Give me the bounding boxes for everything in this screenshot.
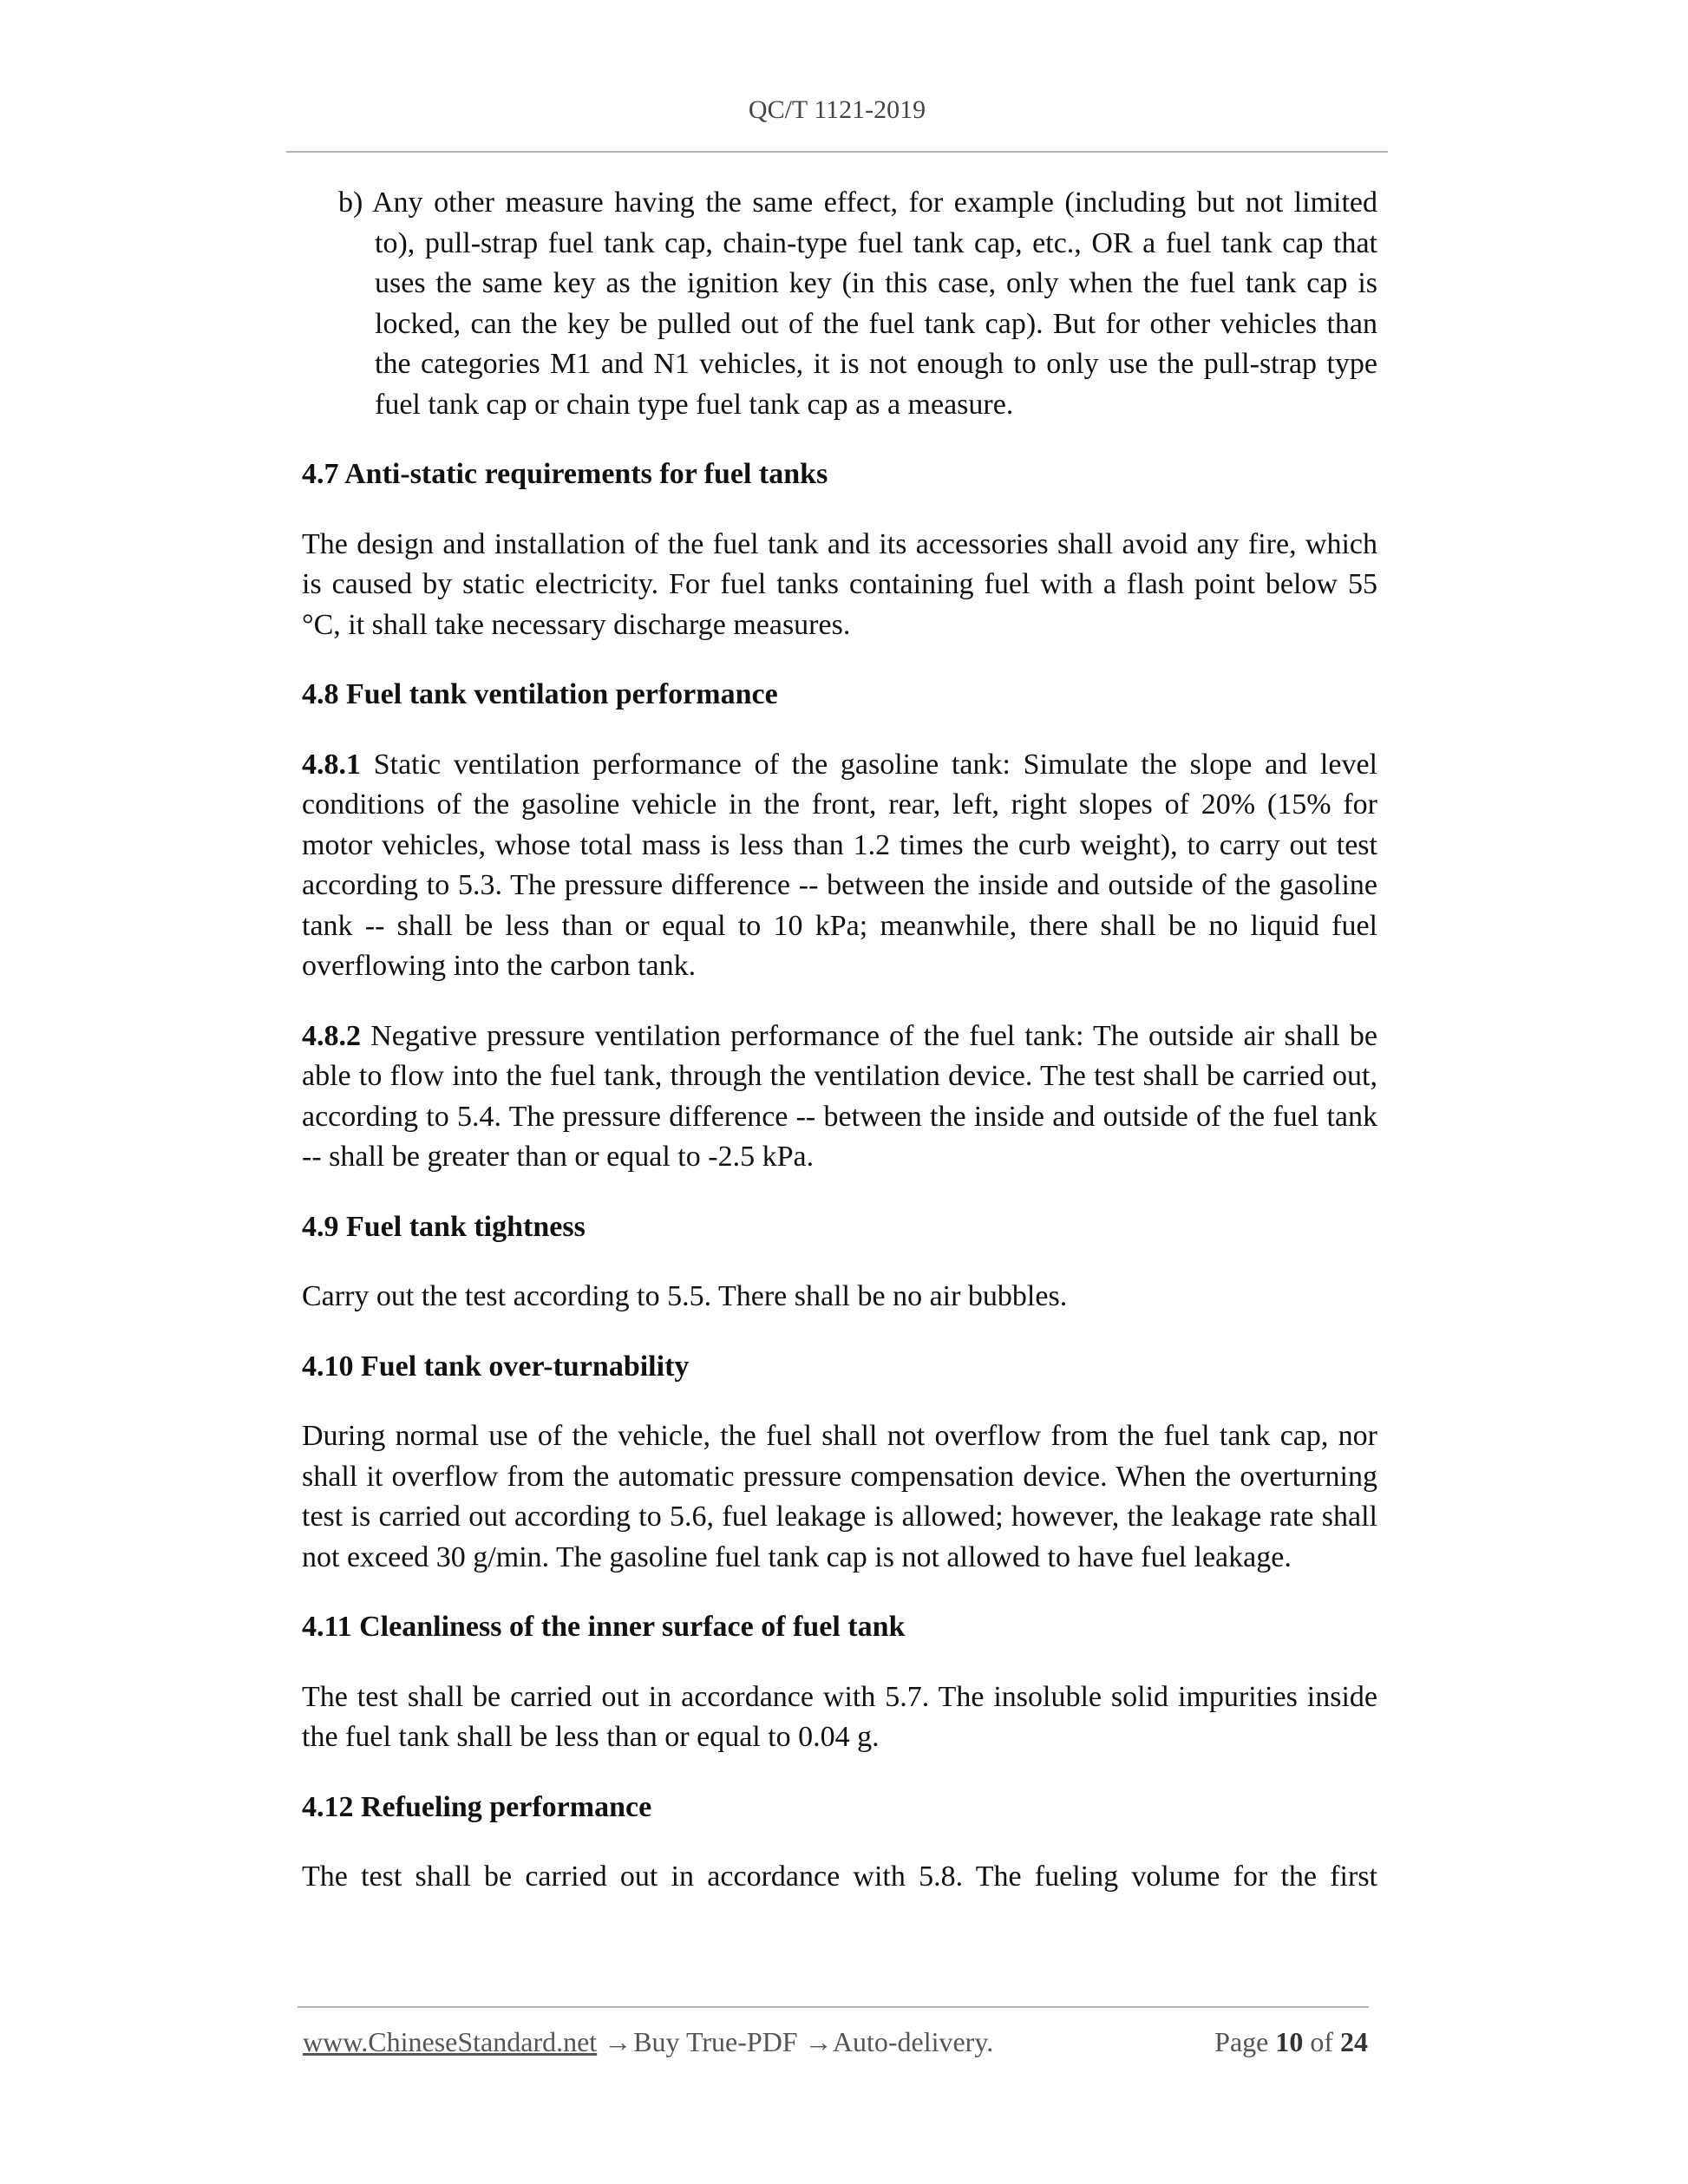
section-paragraph-4-10: During normal use of the vehicle, the fuel shall not overflow from the fuel tank cap, nor shall it overflow from the automatic pressure compensation device. When the overturning test is carried out according to 5.6, fuel leakage is allowed; however, the leakage rate shall not exceed 30 g/min. The gasoline fuel tank cap is not allowed to have fuel leakage. xyxy=(302,1420,1377,1573)
page-label: Page xyxy=(1214,2026,1269,2057)
arrow-right-icon: → xyxy=(804,2026,833,2057)
footer-left xyxy=(303,2026,993,2058)
clause-number-4-8-2: 4.8.2 xyxy=(302,1019,361,1052)
document-body xyxy=(302,183,1377,1898)
site-link[interactable]: www.ChineseStandard.net xyxy=(303,2026,598,2057)
clause-text-4-8-1: Static ventilation performance of the gasoline tank: Simulate the slope and level conditions of the gasoline vehicle in the front, rear, left, right slopes of 20% (15% for motor vehicles, whose total mass is less than 1.2 times the curb weight), to carry out test according to 5.3. The pressure difference -- between the inside and outside of the gasoline tank -- shall be less than or equal to 10 kPa; meanwhile, there shall be no liquid fuel overflowing into the carbon tank. xyxy=(302,748,1377,982)
section-heading-4-12: 4.12 Refueling performance xyxy=(302,1790,652,1823)
section-heading-4-7: 4.7 Anti-static requirements for fuel tanks xyxy=(302,458,828,490)
section-heading-4-8: 4.8 Fuel tank ventilation performance xyxy=(302,678,778,710)
section-paragraph-4-8-2 xyxy=(302,1017,1377,1178)
section-heading-4-10: 4.10 Fuel tank over-turnability xyxy=(302,1350,690,1383)
footer-divider xyxy=(298,2006,1369,2008)
header-divider xyxy=(286,151,1388,153)
total-pages-number: 24 xyxy=(1340,2026,1368,2057)
page-footer xyxy=(303,2026,1368,2058)
list-item-b: b) Any other measure having the same effect, for example (including but not limited to), pull-strap fuel tank cap, chain-type fuel tank cap, etc., OR a fuel tank cap that uses the same key as the ignition key (in this case, only when the fuel tank cap is locked, can the key be pulled out of the fuel tank cap). But for other vehicles than the categories M1 and N1 vehicles, it is not enough to only use the pull-strap type fuel tank cap or chain type fuel tank cap as a measure. xyxy=(338,186,1377,421)
page-indicator xyxy=(1214,2026,1368,2058)
clause-number-4-8-1: 4.8.1 xyxy=(302,748,361,781)
section-paragraph-4-8-1 xyxy=(302,745,1377,987)
section-paragraph-4-7: The design and installation of the fuel tank and its accessories shall avoid any fire, which is caused by static electricity. For fuel tanks containing fuel with a flash point below 55 °C, it shall take necessary discharge measures. xyxy=(302,527,1377,641)
of-label: of xyxy=(1310,2026,1333,2057)
section-paragraph-4-9: Carry out the test according to 5.5. There shall be no air bubbles. xyxy=(302,1280,1068,1312)
section-heading-4-9: 4.9 Fuel tank tightness xyxy=(302,1210,586,1243)
buy-true-pdf-text: Buy True-PDF xyxy=(633,2026,798,2057)
page-header xyxy=(286,95,1388,125)
section-heading-4-11: 4.11 Cleanliness of the inner surface of fuel tank xyxy=(302,1611,906,1643)
document-code: QC/T 1121-2019 xyxy=(748,95,926,124)
section-paragraph-4-11: The test shall be carried out in accordance with 5.7. The insoluble solid impurities inside the fuel tank shall be less than or equal to 0.04 g. xyxy=(302,1680,1377,1753)
section-paragraph-4-12: The test shall be carried out in accordance with 5.8. The fueling volume for the first xyxy=(302,1860,1377,1893)
clause-text-4-8-2: Negative pressure ventilation performance of the fuel tank: The outside air shall be able to flow into the fuel tank, through the ventilation device. The test shall be carried out, according to 5.4. The pressure difference -- between the inside and outside of the fuel tank -- shall be greater than or equal to -2.5 kPa. xyxy=(302,1019,1377,1173)
auto-delivery-text: Auto-delivery. xyxy=(832,2026,994,2057)
current-page-number: 10 xyxy=(1275,2026,1304,2057)
arrow-right-icon: → xyxy=(604,2026,632,2057)
